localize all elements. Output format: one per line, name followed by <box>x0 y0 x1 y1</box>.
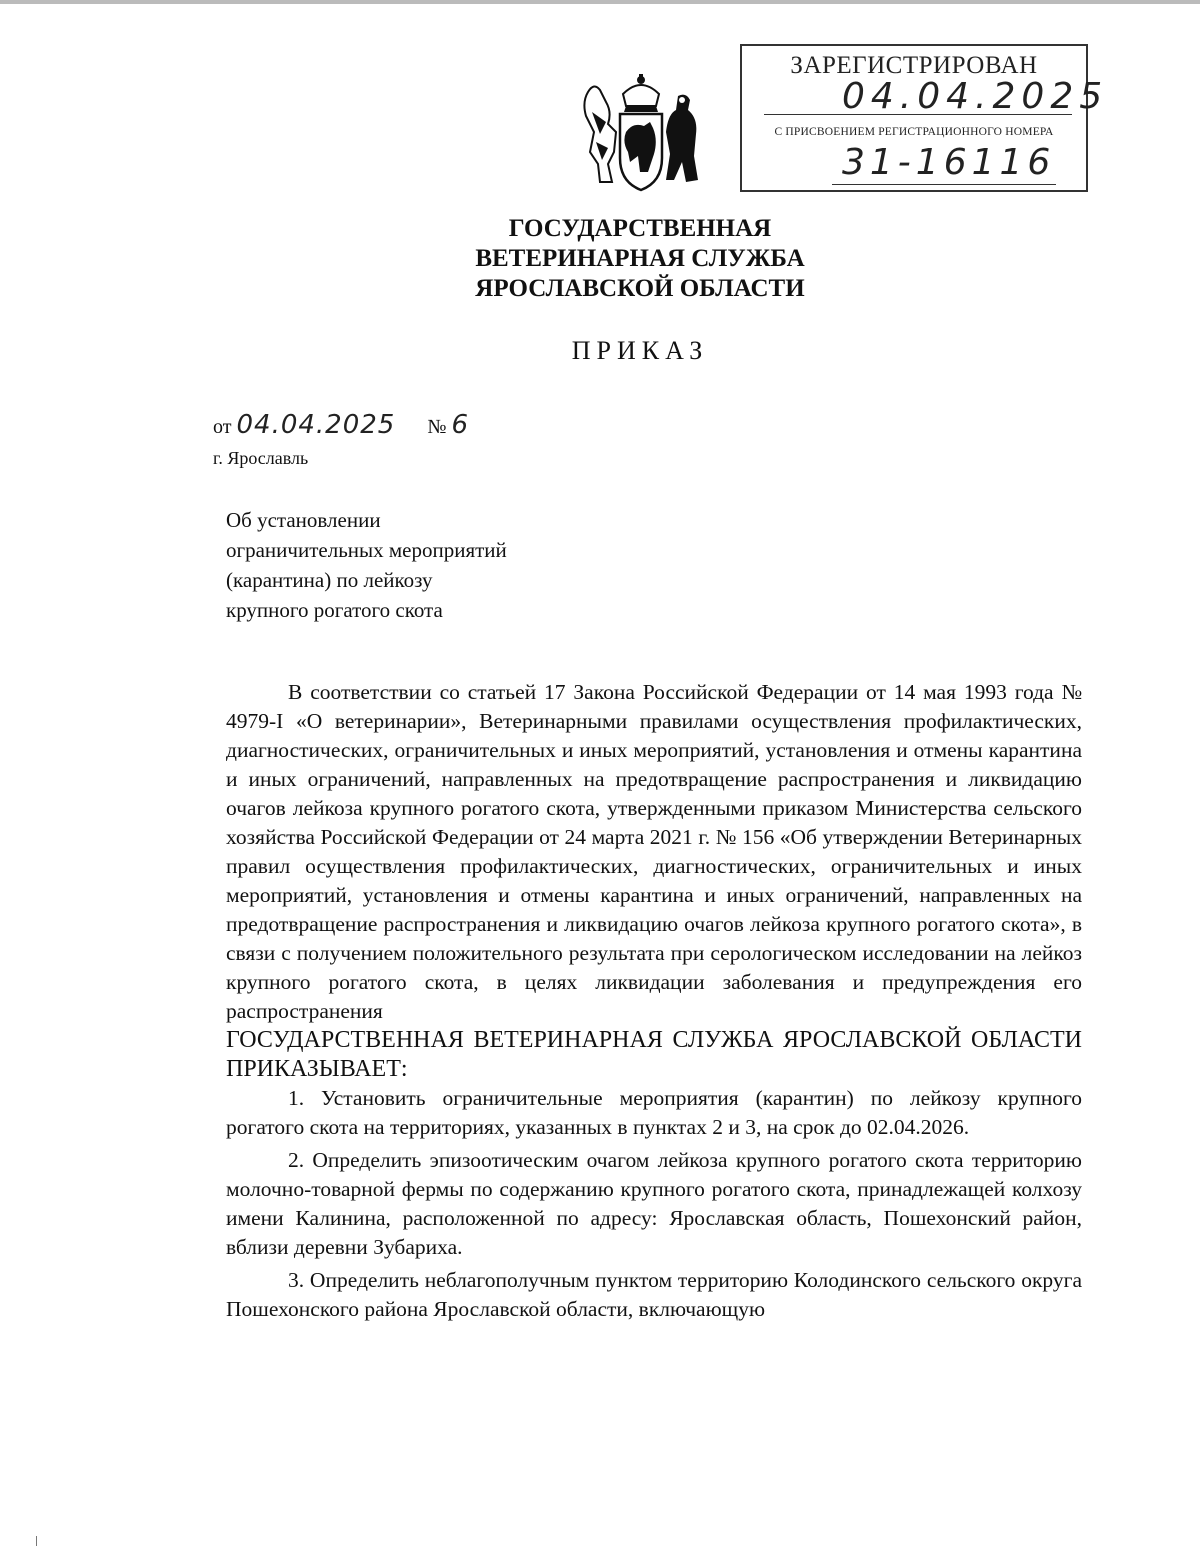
coat-of-arms-icon <box>578 72 704 194</box>
org-name-line-3: ЯРОСЛАВСКОЙ ОБЛАСТИ <box>475 275 805 302</box>
date-number-line <box>213 410 469 440</box>
stamp-reg-number: 31-16116 <box>842 142 1056 183</box>
subject-line-4: крупного рогатого скота <box>226 598 443 622</box>
city: г. Ярославль <box>213 448 309 468</box>
scan-mark <box>36 1536 37 1546</box>
number-label: № <box>427 416 447 438</box>
order-number: 6 <box>451 410 469 440</box>
org-name-line-1: ГОСУДАРСТВЕННАЯ <box>508 215 772 242</box>
stamp-title: ЗАРЕГИСТРИРОВАН <box>790 52 1038 79</box>
org-name <box>340 214 940 304</box>
item-1: 1. Установить ограничительные мероприятия (карантин) по лейкозу крупного рогатого скота на территориях, указанных в пунктах 2 и 3, на срок до 02.04.2026. <box>226 1086 1082 1139</box>
subject-line-3: (карантина) по лейкозу <box>226 568 433 592</box>
registration-stamp <box>740 44 1109 192</box>
stamp-divider <box>764 114 1072 115</box>
from-label: от <box>213 416 232 438</box>
item-3: 3. Определить неблагополучным пунктом территорию Колодинского сельского округа Пошехонского района Ярославской области, включающую <box>226 1268 1082 1321</box>
stamp-date: 04.04.2025 <box>842 76 1109 117</box>
subject-line-1: Об установлении <box>226 508 381 532</box>
order-date: 04.04.2025 <box>236 410 396 440</box>
item-2: 2. Определить эпизоотическим очагом лейкоза крупного рогатого скота территорию молочно-товарной фермы по содержанию крупного рогатого скота, принадлежащей колхозу имени Калинина, расположенной по адресу: Ярославская область, Пошехонский район, вблизи деревни Зубариха. <box>226 1148 1082 1259</box>
order-statement: ГОСУДАРСТВЕННАЯ ВЕТЕРИНАРНАЯ СЛУЖБА ЯРОСЛАВСКОЙ ОБЛАСТИ ПРИКАЗЫВАЕТ: <box>226 1027 1082 1082</box>
preamble-paragraph: В соответствии со статьей 17 Закона Российской Федерации от 14 мая 1993 года № 4979-I «О ветеринарии», Ветеринарными правилами осуществления профилактических, диагностических, ограничительных и иных мероприятий, установления и отмены карантина и иных ограничений, направленных на предотвращение распространения и ликвидацию очагов лейкоза крупного рогатого скота, утвержденными приказом Министерства сельского хозяйства Российской Федерации от 24 марта 2021 г. № 156 «Об утверждении Ветеринарных правил осуществления профилактических, диагностических, ограничительных и иных мероприятий, установления и отмены карантина и иных ограничений, направленных на предотвращение распространения и ликвидацию очагов лейкоза крупного рогатого скота», в связи с получением положительного результата при серологическом исследовании на лейкоз крупного рогатого скота, в целях ликвидации заболевания и предупреждения его распространения <box>226 680 1082 1023</box>
stamp-underline <box>832 184 1056 185</box>
stamp-subtitle: С ПРИСВОЕНИЕМ РЕГИСТРАЦИОННОГО НОМЕРА <box>774 126 1054 138</box>
subject <box>226 505 507 625</box>
scan-top-edge <box>0 0 1200 4</box>
org-name-line-2: ВЕТЕРИНАРНАЯ СЛУЖБА <box>475 245 805 272</box>
document-body <box>226 678 1082 1324</box>
document-type: ПРИКАЗ <box>571 336 709 365</box>
subject-line-2: ограничительных мероприятий <box>226 538 507 562</box>
